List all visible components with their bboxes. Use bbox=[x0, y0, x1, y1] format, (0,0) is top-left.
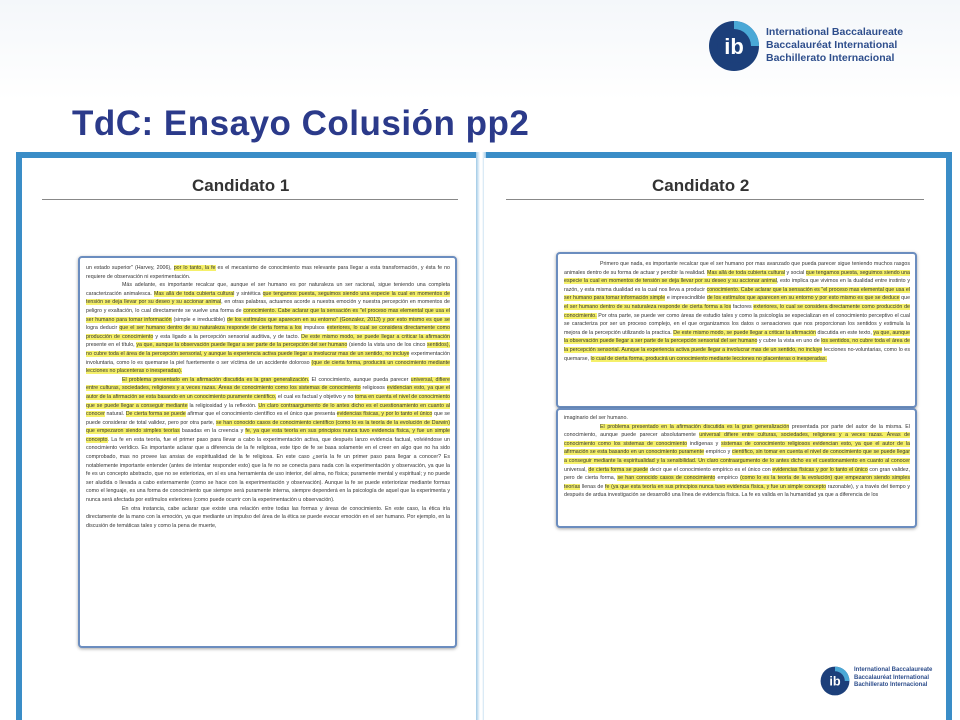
essay-text: decir que el conocimiento empírico es el único con bbox=[648, 466, 773, 473]
essay-text: presentada por parte del autor de la misma. El conocimiento, aunque puede parecer absolutamente bbox=[564, 423, 910, 439]
heading-divider bbox=[42, 199, 458, 200]
essay-text: factores bbox=[731, 303, 754, 310]
essay-text: presente en el título, bbox=[86, 342, 137, 349]
essay-paragraph bbox=[564, 414, 910, 423]
essay-text: es el mecanismo de conocimiento mas relevante para llegar a esta transformación, y ésta fe no requiere de observación ni experimentación. bbox=[86, 265, 451, 280]
ib-logo-line-es: Bachillerato Internacional bbox=[854, 682, 928, 689]
highlighted-text: De cierta forma se puede bbox=[125, 411, 186, 418]
essay-text: . La fe en esta teoría, fue el primer paso para llevar a cabo la experimentación activa, que después lanzo evidencia factual, volviéndose un conocimiento verídico. Es importante aclarar que a diferencia de la fe religiosa, este tipo de fe se basa solamente en el creer en algo que no ha sido comprobado, mas no provee las ansias de espiritualidad de la fe religiosa. En este caso ¿sería la fe un primer paso para llegar a conocer? Es notablemente importante entender (antes de intentar responder esto) que la fe no se conecta para nada con la experimentación y observación, ya que la fe es un concepto abstracto, que no se exterioriza, en sí es una herramienta de uso interior, del alma, no física; puramente mental y espiritual; y no puede ser aludida o llevada a cabo externamente (como se hace con la experimentación y observación). Aunque la fe se puede exteriorizar mediante formas como el lenguaje, es una forma de conocimiento que siempre será puramente interna, siempre dependerá en la psicología de aquel que la experimenta y nunca será afectada por estímulos exteriores (como puede ocurrir con la experimentación u observación). bbox=[86, 436, 450, 504]
highlighted-text: científico, sin tomar en cuenta el nivel de conocimiento que se puede llegar a conseguir mediante la espiritualidad y la sensibilidad. Un claro contraargumento de lo antes dicho es el cuestionamiento en cuanto al conocer bbox=[564, 449, 910, 464]
highlighted-text: El problema presentado en la afirmación discutida es la gran generalización bbox=[600, 423, 790, 430]
highlighted-text: Mas allá de toda cubierta cultural bbox=[153, 290, 235, 297]
ib-logo-wordmark bbox=[854, 667, 932, 690]
essay-text: impulsos bbox=[301, 325, 327, 332]
essay-text: el cual es factual y objetivo y no bbox=[276, 393, 355, 400]
essay-text: (simple bbox=[171, 316, 193, 323]
highlighted-text: evidencias físicas y por lo tanto el único bbox=[772, 466, 868, 473]
essay-text: indígenas y bbox=[687, 440, 722, 447]
essay-text: discutida en este texto, bbox=[816, 329, 874, 336]
essay-text: e irreductible) bbox=[192, 316, 227, 323]
essay-text: y sintética bbox=[234, 290, 263, 297]
ib-logo-glyph: ib bbox=[829, 674, 841, 689]
essay-text: logra deducir bbox=[86, 325, 120, 332]
essay-text: llenas de bbox=[580, 483, 605, 490]
highlighted-text: De este mismo modo, se puede llegar a criticar la afirmación bbox=[673, 329, 816, 336]
essay-text: con gran validez, pero de cierta forma, bbox=[564, 466, 910, 482]
essay-text: razonable), y a través del tiempo y después de ardua investigación se desarrolló una línea de evidencia física. La fe es valida en la humanidad ya que a diferencia de los bbox=[564, 483, 910, 499]
essay-text: basadas en la creencia y bbox=[179, 428, 246, 435]
essay-text: Por otra parte, se puede ver como áreas de estudio tales y como la psicología se especializan en el conocimiento perceptivo el cual se caracteriza por ser un proceso complejo, en el que organizamos los datos o sensaciones que nos proporcionan los sentidos y estimula la mejora de la percepción utilizando la practica. bbox=[564, 312, 910, 336]
essay-text: natural. bbox=[104, 411, 126, 418]
essay-excerpt-candidate-2-a bbox=[556, 252, 917, 408]
ib-logo-line-en: International Baccalaureate bbox=[766, 26, 904, 38]
highlighted-text: sistemas de conocimiento religiosos evidencian esto, ya que el autor de la afirmación se esta basando en un conocimiento puramente bbox=[564, 440, 910, 456]
highlighted-text: por lo tanto, la fe bbox=[173, 265, 216, 271]
ib-logo-wordmark bbox=[766, 26, 903, 65]
essay-text: empírico bbox=[715, 475, 741, 482]
highlighted-text: que tengamos puesta, seguimos siendo una especie la cual en momentos de tensión se deja llevar por su deseo y su accionar animal bbox=[86, 290, 451, 306]
essay-text: y esta ligado a la percepción sensorial auditiva, y de tacto. bbox=[153, 333, 302, 340]
highlighted-text: que el ser humano dentro de su naturaleza responde de cierta forma a los bbox=[119, 325, 302, 332]
highlighted-text: exteriores, lo cual se considera directamente como producción de conocimiento bbox=[86, 325, 450, 340]
highlighted-text: conocimiento. Cabe aclarar que la sensación es "el proceso mas elemental que usa el ser humano para tomar información bbox=[86, 307, 450, 323]
essay-text: imaginario del ser humano. bbox=[564, 415, 628, 421]
highlighted-text: de cierta forma se puede bbox=[588, 466, 649, 473]
highlighted-text: exteriores, lo cual se considera directamente como producción de conocimiento. bbox=[564, 303, 911, 319]
page-candidate-1 bbox=[22, 158, 478, 720]
essay-excerpt-candidate-2-b bbox=[556, 408, 917, 528]
highlighted-text: (que de cierta forma, producirá un conocimiento mediante lecciones no placenteras o inesperadas). bbox=[86, 359, 451, 375]
essay-text: que se puede considerar de total validez, pero por otra parte, bbox=[86, 411, 450, 426]
ib-logo-icon bbox=[820, 666, 850, 696]
highlighted-text: conocimiento. Cabe aclarar que la sensación es "el proceso mas elemental que usa el ser humano para tomar información simple bbox=[564, 286, 910, 302]
book-spread bbox=[16, 152, 952, 720]
essay-text: El conocimiento, aunque pueda parecer bbox=[309, 376, 411, 383]
essay-text: (siendo la vista uno de los cinco bbox=[347, 342, 428, 349]
essay-text: Primero que nada, es importante recalcar que el ser humano por mas avanzado que pueda parecer sigue teniendo muchos rasgos animales dentro de su forma de actuar y percibir la realidad. bbox=[564, 261, 910, 276]
highlighted-text: toma en cuenta el nivel de conocimiento que se puede llegar a conseguir mediante bbox=[86, 393, 450, 409]
highlighted-text: De este mismo modo, se puede llegar a criticar la afirmación bbox=[301, 333, 450, 340]
essay-paragraph bbox=[564, 423, 910, 500]
essay-text: , en otras palabras, actuamos acorde a nuestra emoción y nuestra percepción en momentos de peligro y exaltación, lo cual directamente se vuelve una forma de bbox=[86, 299, 450, 314]
highlighted-text: el ser humano dentro de su naturaleza responde de cierta forma a los bbox=[564, 303, 732, 310]
essay-text: Más adelante, es importante recalcar que, aunque el ser humano es por naturaleza un ser racional, sigue teniendo una completa caracterización animalesca. bbox=[86, 282, 450, 297]
essay-text: e imprescindible bbox=[665, 295, 707, 302]
essay-paragraph bbox=[564, 260, 910, 363]
highlighted-text: Mas allá de toda cubierta cultural bbox=[707, 269, 786, 276]
candidate-2-heading: Candidato 2 bbox=[652, 176, 750, 195]
highlighted-text: universal, difiere entre culturas, sociedades, religiones y a veces razas. Áreas de conocimiento como los sistemas de conocimiento bbox=[86, 376, 450, 392]
ib-logo-line-fr: Baccalauréat International bbox=[766, 39, 898, 51]
ib-logo-line-es: Bachillerato Internacional bbox=[766, 52, 895, 64]
highlighted-text: evidencias físicas, y por lo tanto el único bbox=[336, 411, 433, 418]
highlighted-text: evidencian esto, ya que el autor de la afirmación se esta basando en un conocimiento puramente científico, bbox=[86, 385, 450, 400]
essay-text: empírico y bbox=[704, 449, 732, 456]
essay-text: y cubre la vista en uno de bbox=[757, 338, 822, 345]
ib-logo bbox=[708, 20, 938, 76]
page-candidate-2 bbox=[484, 158, 946, 720]
essay-paragraph bbox=[86, 505, 450, 531]
highlighted-text: Un claro contraargumento de lo antes dicho es el cuestionamiento en cuanto al conocer bbox=[86, 402, 450, 418]
highlighted-text: se han conocido casos de conocimiento bbox=[617, 475, 716, 482]
highlighted-text: lo cual de cierta forma, producirá un conocimiento mediante lecciones no placenteras o inesperadas. bbox=[590, 355, 827, 362]
highlighted-text: universal difiere entre culturas, sociedades, religiones y a veces razas. Áreas de conocimiento como los sistemas de conocimiento bbox=[564, 432, 910, 447]
essay-text: lecciones no-voluntarias, como lo es quemarse, bbox=[564, 346, 910, 362]
highlighted-text: sentidos), no cubre toda el área de la percepción sensorial, y aunque la experiencia activa puede llegar a involucrar mas de un sentido, no incluye bbox=[86, 342, 450, 357]
essay-paragraph bbox=[86, 376, 450, 505]
highlighted-text: de los estímulos que aparecen en su entorno" (Gonzalez, 2013) y por esto mismo es que se bbox=[226, 316, 450, 323]
ib-logo-footer bbox=[820, 662, 940, 702]
highlighted-text: (como lo es la teoría de la evolución) que empezaron siendo simples teorías bbox=[564, 475, 910, 490]
candidate-1-heading: Candidato 1 bbox=[192, 176, 290, 195]
essay-paragraph bbox=[86, 281, 450, 376]
highlighted-text: fe (ya que esta teoría en sus principios nunca tuvo evidencia física, y fue un simple concepto bbox=[605, 483, 827, 490]
ib-logo-line-fr: Baccalauréat International bbox=[854, 674, 930, 681]
essay-text: afirmar que el conocimiento científico es el único que presenta bbox=[185, 411, 337, 418]
ib-logo-icon bbox=[708, 20, 760, 72]
ib-logo-glyph: ib bbox=[724, 34, 744, 59]
essay-paragraph bbox=[86, 264, 450, 281]
highlighted-text: de los estímulos que aparecen en su entorno y por esto mismo es que se deduce bbox=[706, 295, 900, 302]
essay-text: religiosos bbox=[360, 385, 387, 392]
ib-logo-line-en: International Baccalaureate bbox=[854, 667, 933, 673]
heading-divider bbox=[506, 199, 924, 200]
essay-text: , esto implica que vivimos en la dualidad entre instinto y razón, y esta misma dualidad es la cual nos lleva a producir bbox=[564, 278, 910, 293]
highlighted-text: ya que, aunque la observación puede llegar a ser parte de la percepción del ser humano bbox=[136, 342, 348, 349]
highlighted-text: que tengamos puesta, seguimos siendo una especie la cual en momentos de tensión se deja llevar por su deseo y su accionar animal bbox=[564, 269, 910, 285]
essay-text: la religiosidad y la reflexión. bbox=[187, 402, 259, 409]
essay-text: un estado superior" (Harvey, 2006), bbox=[86, 265, 174, 271]
essay-text: que bbox=[899, 295, 911, 302]
essay-text: experimentación involuntaria, como lo es quemarse la piel fuertemente o ser víctima de un accidente doloroso bbox=[86, 350, 450, 366]
slide-title: TdC: Ensayo Colusión pp2 bbox=[72, 104, 530, 143]
essay-excerpt-candidate-1 bbox=[78, 256, 457, 648]
highlighted-text: los sentidos, no cubre toda el área de la percepción sensorial. Aunque la experiencia activa puede llegar a involucrar mas de un sentido, no incluye bbox=[564, 338, 910, 353]
highlighted-text: fe, ya que esta teoría en sus principios nunca tuvo evidencia física, y fue un simple concepto bbox=[86, 428, 450, 443]
essay-text: En otra instancia, cabe aclarar que existe una relación entre todas las formas y áreas de conocimiento. En este caso, la ética iría directamente de la mano con la emoción, ya que mediante un impulso del área de la ética se puede evocar emoción en el ser humano. Por ejemplo, en la discusión de temáticas tales y como la pena de muerte, bbox=[86, 505, 450, 529]
highlighted-text: ya que, aunque la observación puede llegar a ser parte de la percepción sensorial del ser humano bbox=[564, 329, 910, 345]
highlighted-text: El problema presentado en la afirmación discutida es la gran generalización. bbox=[122, 376, 310, 383]
essay-text: universal, bbox=[564, 466, 589, 473]
essay-text: y social bbox=[785, 269, 806, 276]
highlighted-text: se han conocido casos de conocimiento científico (como lo es la teoría de la evolución de Darwin) que empezaron siendo simples teorías bbox=[86, 419, 450, 435]
